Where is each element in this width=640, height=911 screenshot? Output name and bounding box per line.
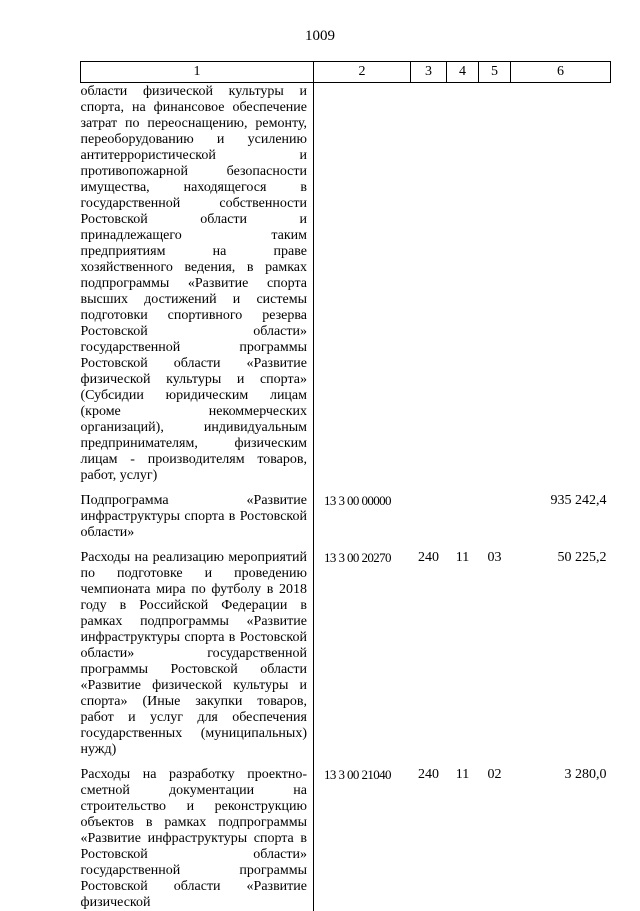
budget-table xyxy=(80,61,611,911)
column-header: 5 xyxy=(479,62,511,83)
row-col-5: 02 xyxy=(487,767,502,782)
row-target-code: 13 3 00 00000 xyxy=(314,484,411,541)
table-header-row xyxy=(81,62,611,83)
row-amount: 3 280,0 xyxy=(564,767,607,782)
row-col-5: 03 xyxy=(487,550,502,565)
row-col-3: 240 xyxy=(418,767,439,782)
column-header: 1 xyxy=(81,62,314,83)
table-row xyxy=(81,758,611,911)
column-header: 4 xyxy=(447,62,479,83)
page-number: 1009 xyxy=(305,28,335,44)
row-description: Расходы на разработку проектно-сметной документации на строительство и реконструкцию объектов в рамках подпрограммы «Развитие инфраструктуры спорта в Ростовской области» государственной программы Ростовской области «Развитие физической xyxy=(80,767,307,910)
column-header: 3 xyxy=(411,62,447,83)
row-description: Подпрограмма «Развитие инфраструктуры спорта в Ростовской области» xyxy=(80,493,307,540)
row-col-4: 11 xyxy=(455,767,470,782)
row-description: области физической культуры и спорта, на финансовое обеспечение затрат по переоснащению, ремонту, переоборудованию и усилению антитеррористической и противопожарной безопасности имущества, находящегося в государственной собственности Ростовской области и принадлежащего таким предприятиям на праве хозяйственного ведения, в рамках подпрограммы «Развитие спорта высших достижений и системы подготовки спортивного резерва Ростовской области» государственной программы Ростовской области «Развитие физической культуры и спорта» (Субсидии юридическим лицам (кроме некоммерческих организаций), индивидуальным предпринимателям, физическим лицам - производителям товаров, работ, услуг) xyxy=(80,84,307,483)
table-row xyxy=(81,83,611,485)
row-target-code: 13 3 00 20270 xyxy=(314,541,411,758)
row-col-5 xyxy=(479,484,511,541)
row-col-4: 11 xyxy=(455,550,470,565)
row-amount: 50 225,2 xyxy=(557,550,607,565)
table-row xyxy=(81,541,611,758)
row-target-code: 13 3 00 21040 xyxy=(314,758,411,911)
row-col-4 xyxy=(447,484,479,541)
row-amount: 935 242,4 xyxy=(550,493,607,508)
column-header: 2 xyxy=(314,62,411,83)
row-col-3 xyxy=(411,83,447,485)
row-col-5 xyxy=(479,83,511,485)
row-amount xyxy=(511,83,611,485)
table-row xyxy=(81,484,611,541)
row-description: Расходы на реализацию мероприятий по подготовке и проведению чемпионата мира по футболу в 2018 году в Российской Федерации в рамках подпрограммы «Развитие инфраструктуры спорта в Ростовской области» государственной программы Ростовской области «Развитие физической культуры и спорта» (Иные закупки товаров, работ и услуг для обеспечения государственных (муниципальных) нужд) xyxy=(80,550,307,757)
row-col-4 xyxy=(447,83,479,485)
row-col-3: 240 xyxy=(418,550,439,565)
row-col-3 xyxy=(411,484,447,541)
column-header: 6 xyxy=(511,62,611,83)
row-target-code xyxy=(314,83,411,485)
